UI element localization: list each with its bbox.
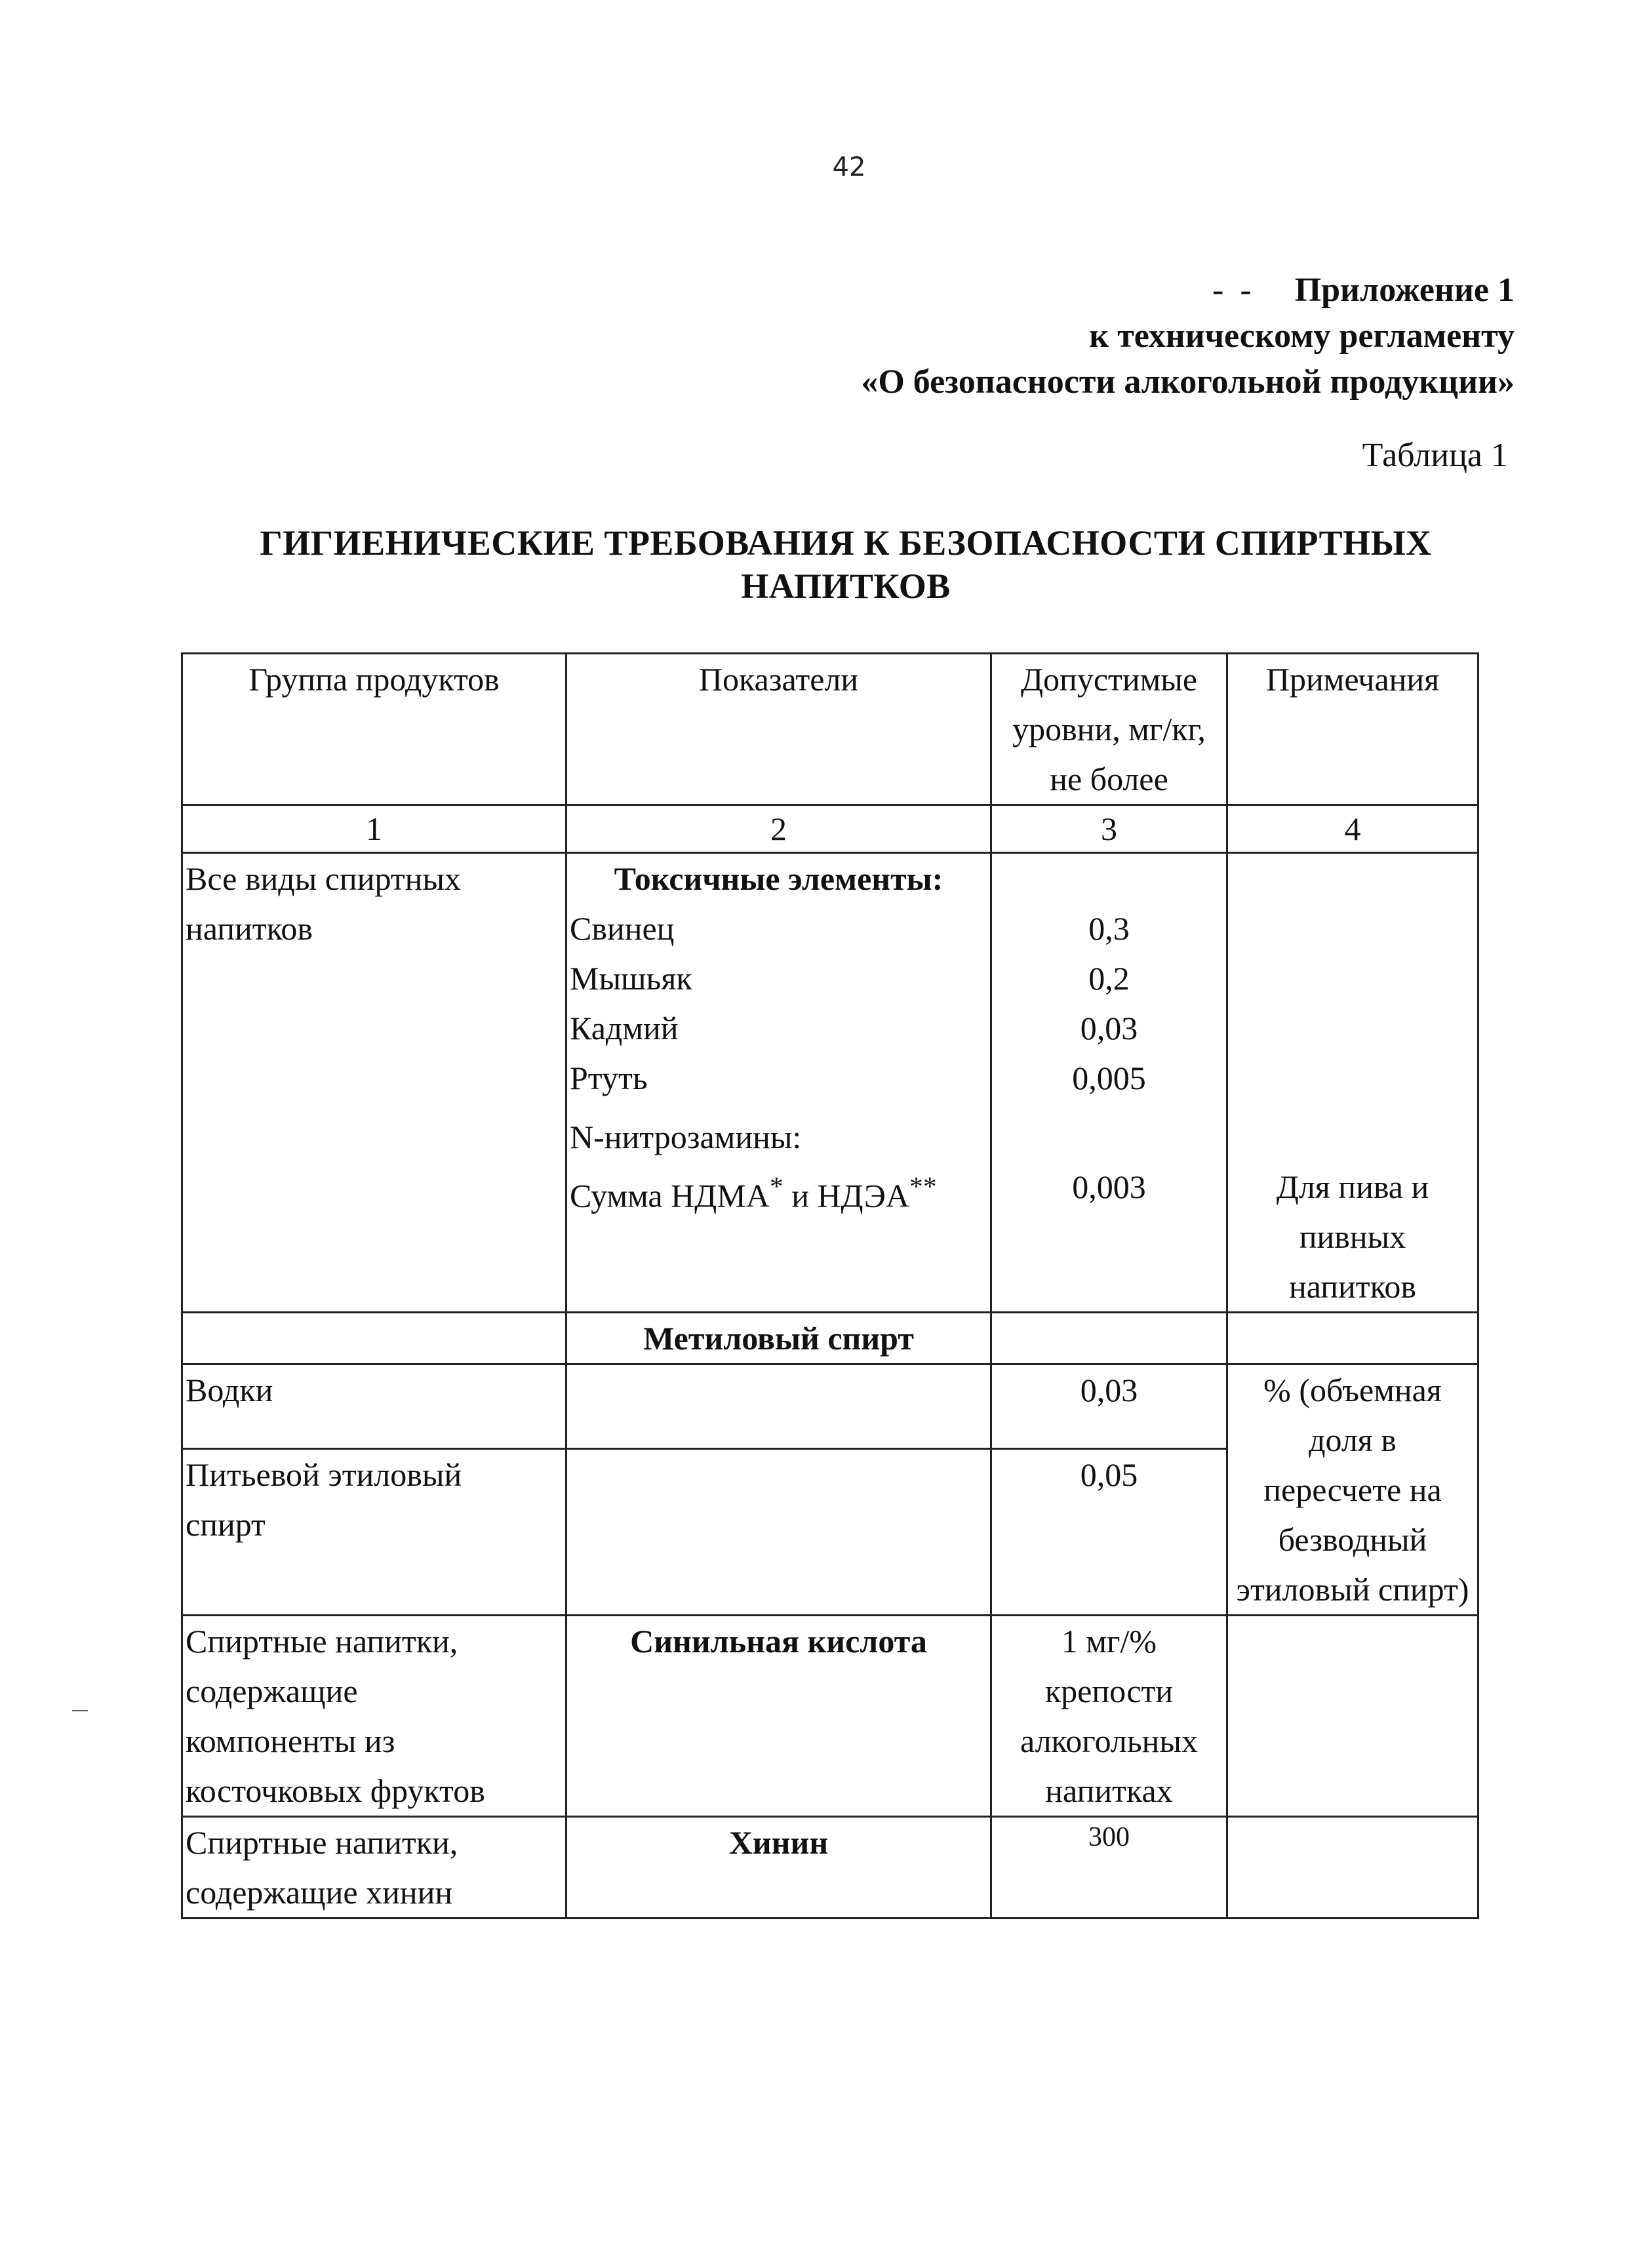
hydrocyanic-value-line-1: 1 мг/% [1061, 1623, 1157, 1660]
methyl-note-line-4: безводный [1278, 1521, 1427, 1558]
toxic-item-value: 0,2 [1088, 960, 1130, 997]
column-number: 4 [1227, 805, 1478, 853]
table-label: Таблица 1 [1362, 437, 1508, 474]
spacer [570, 1103, 987, 1112]
header-levels [991, 654, 1227, 805]
document-title-line-2: НАПИТКОВ [741, 567, 951, 606]
spacer [995, 854, 1223, 904]
methyl-note-line-1: % (объемная [1263, 1372, 1442, 1408]
margin-mark [72, 1710, 88, 1711]
hydrocyanic-group-line-1: Спиртные напитки, [186, 1623, 458, 1660]
toxic-item-name: Свинец [570, 910, 675, 947]
nitrosamines-heading: N-нитрозамины: [570, 1119, 802, 1155]
methyl-note-line-2: доля в [1309, 1422, 1397, 1458]
header-levels-line-2: уровни, мг/кг, [1012, 711, 1206, 747]
vodka-group: Водки [182, 1364, 566, 1449]
header-notes: Примечания [1227, 654, 1478, 805]
document-title [164, 521, 1528, 608]
page-number: 42 [832, 152, 866, 182]
annex-title: Приложение 1 [1294, 271, 1515, 309]
spacer [995, 1103, 1223, 1112]
toxic-item-name: Ртуть [570, 1060, 648, 1096]
spacer [995, 1112, 1223, 1162]
toxic-notes-cell [1227, 853, 1478, 1313]
header-levels-line-1: Допустимые [1020, 661, 1198, 698]
nitrosamines-sum-part-1: Сумма НДМА [570, 1177, 770, 1214]
toxic-item-value: 0,3 [1088, 910, 1130, 947]
hydrocyanic-row [182, 1616, 1478, 1817]
nitrosamines-note-line-1: Для пива и [1276, 1168, 1429, 1205]
table-header-row [182, 654, 1478, 805]
spacer [1231, 1053, 1475, 1103]
column-number: 1 [182, 805, 566, 853]
toxic-group-line-2: напитков [186, 910, 313, 947]
toxic-values-cell [991, 853, 1227, 1313]
hydrocyanic-group-line-4: косточковых фруктов [186, 1772, 485, 1809]
toxic-item-value: 0,03 [1080, 1010, 1138, 1046]
column-number-row [182, 805, 1478, 853]
toxic-indicators-cell [566, 853, 991, 1313]
header-group: Группа продуктов [182, 654, 566, 805]
requirements-table [181, 652, 1479, 1919]
toxic-group-cell [182, 853, 566, 1313]
toxic-item-name: Кадмий [570, 1010, 679, 1046]
ethyl-group-line-2: спирт [186, 1506, 266, 1543]
annex-line-1 [861, 268, 1515, 313]
quinine-group [182, 1817, 566, 1919]
methyl-heading-row [182, 1313, 1478, 1364]
methyl-note-line-5: этиловый спирт) [1236, 1571, 1469, 1608]
annex-line-2: к техническому регламенту [1089, 317, 1515, 355]
ethyl-group [182, 1449, 566, 1616]
hydrocyanic-group [182, 1616, 566, 1817]
spacer [1231, 1112, 1475, 1162]
empty-cell [182, 1313, 566, 1364]
empty-cell [991, 1313, 1227, 1364]
toxic-group-line-1: Все виды спиртных [186, 860, 461, 897]
methyl-note-cell [1227, 1364, 1478, 1616]
ethyl-value: 0,05 [991, 1449, 1227, 1616]
footnote-marker: ** [909, 1172, 937, 1202]
hydrocyanic-value-line-2: крепости [1044, 1673, 1174, 1709]
hydrocyanic-group-line-2: содержащие [186, 1673, 358, 1709]
annex-header [861, 268, 1515, 405]
hydrocyanic-indicator: Синильная кислота [566, 1616, 991, 1817]
nitrosamines-note-line-3: напитков [1288, 1268, 1417, 1305]
vodka-row [182, 1364, 1478, 1449]
empty-cell [566, 1364, 991, 1449]
hydrocyanic-value-line-4: напитках [1045, 1772, 1173, 1809]
toxic-elements-row [182, 853, 1478, 1313]
hydrocyanic-value [991, 1616, 1227, 1817]
annex-dashes: - - [1212, 271, 1256, 309]
toxic-heading: Токсичные элементы: [614, 860, 943, 897]
quinine-indicator: Хинин [566, 1817, 991, 1919]
vodka-value: 0,03 [991, 1364, 1227, 1449]
toxic-item-value: 0,005 [1072, 1060, 1146, 1096]
spacer [1231, 904, 1475, 953]
quinine-group-line-1: Спиртные напитки, [186, 1824, 458, 1861]
nitrosamines-value: 0,003 [1072, 1168, 1146, 1205]
spacer [1231, 1003, 1475, 1053]
quinine-value: 300 [991, 1817, 1227, 1919]
hydrocyanic-group-line-3: компоненты из [186, 1722, 395, 1759]
empty-cell [1227, 1313, 1478, 1364]
toxic-item-name: Мышьяк [570, 960, 692, 997]
ethyl-group-line-1: Питьевой этиловый [186, 1456, 462, 1494]
methyl-note-line-3: пересчете на [1263, 1471, 1442, 1508]
empty-cell [1227, 1616, 1478, 1817]
empty-cell [566, 1449, 991, 1616]
spacer [1231, 854, 1475, 904]
annex-line-3: «О безопасности алкогольной продукции» [861, 363, 1515, 401]
column-number: 3 [991, 805, 1227, 853]
empty-cell [1227, 1817, 1478, 1919]
nitrosamines-note-line-2: пивных [1299, 1218, 1406, 1255]
column-number: 2 [566, 805, 991, 853]
hydrocyanic-value-line-3: алкогольных [1020, 1722, 1199, 1759]
header-indicators: Показатели [566, 654, 991, 805]
spacer [1231, 953, 1475, 1003]
spacer [1231, 1103, 1475, 1112]
header-levels-line-3: не более [1050, 761, 1168, 797]
nitrosamines-sum-part-2: и НДЭА [783, 1177, 910, 1214]
footnote-marker: * [769, 1172, 783, 1202]
document-title-line-1: ГИГИЕНИЧЕСКИЕ ТРЕБОВАНИЯ К БЕЗОПАСНОСТИ СПИРТНЫХ [260, 523, 1432, 563]
quinine-row [182, 1817, 1478, 1919]
methyl-heading: Метиловый спирт [566, 1313, 991, 1364]
quinine-group-line-2: содержащие хинин [186, 1874, 453, 1911]
nitrosamines-sum [570, 1162, 987, 1221]
